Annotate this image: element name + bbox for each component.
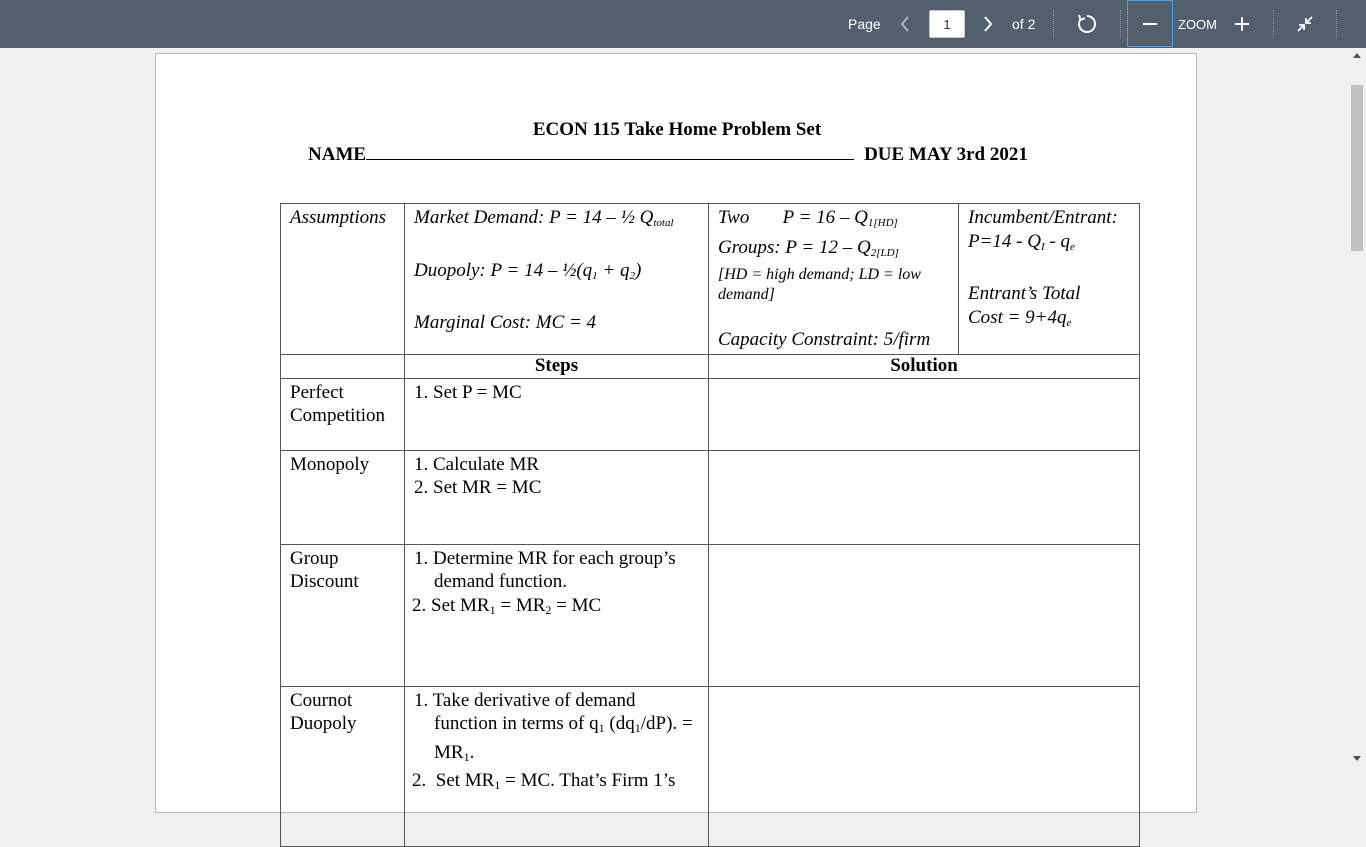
page-label: Page (848, 16, 881, 32)
steps-header: Steps (405, 354, 709, 378)
name-due-line (308, 143, 1028, 166)
assumptions-demand-cell (405, 204, 709, 355)
duopoly-demand: Duopoly: P = 14 – ½(q1 + q2) (414, 259, 642, 282)
rotate-button[interactable] (1073, 0, 1101, 48)
zoom-label: ZOOM (1178, 16, 1217, 32)
header-blank (281, 354, 405, 378)
rotate-icon (1076, 13, 1098, 35)
table-row (281, 544, 1140, 686)
assumptions-groups-cell (709, 204, 959, 355)
group-demand-ld: Groups: P = 12 – Q2[LD] (718, 236, 899, 259)
previous-page-button[interactable] (893, 0, 917, 48)
solution-cell[interactable] (709, 544, 1140, 686)
document-title: ECON 115 Take Home Problem Set (532, 119, 822, 140)
steps-cell: 1. Determine MR for each group’s demand function. 2. Set $MR_1 = MR_2$ = MC (405, 544, 709, 686)
table-row (281, 686, 1140, 846)
entrant-cost: Cost = 9+4qe (968, 306, 1072, 329)
solution-cell[interactable] (709, 450, 1140, 544)
toolbar-divider (1053, 10, 1054, 38)
marginal-cost: Marginal Cost: MC = 4 (414, 312, 597, 333)
plus-icon (1234, 16, 1250, 32)
row-label-monopoly: Monopoly (281, 450, 405, 544)
incumbent-demand: P=14 - QI - qe (968, 230, 1075, 253)
solution-cell[interactable] (709, 378, 1140, 450)
collapse-icon (1295, 14, 1315, 34)
groups-note: [HD = high demand; LD = low demand] (718, 266, 921, 303)
minus-icon (1142, 16, 1158, 32)
page-number-input[interactable] (929, 10, 965, 38)
exit-fullscreen-button[interactable] (1291, 0, 1319, 48)
assumptions-row (281, 204, 1140, 355)
steps-cell: 1. Take derivative of demand function in terms of $q_1$ $(dq_1/dP)$. = $MR_1$. 2. Set $MR_1$ = MC. That’s Firm 1’s (405, 686, 709, 846)
toolbar-divider (1273, 10, 1274, 38)
vertical-scrollbar[interactable] (1349, 48, 1366, 768)
zoom-out-button[interactable] (1127, 0, 1173, 47)
due-date: DUE MAY 3rd 2021 (864, 144, 1028, 165)
row-label-group-discount: Group Discount (281, 544, 405, 686)
assumptions-label: Assumptions (281, 204, 405, 355)
page-count: of 2 (1012, 16, 1036, 32)
name-label: NAME (308, 144, 367, 165)
steps-cell: 1. Set P = MC (405, 378, 709, 450)
problem-table (280, 203, 1140, 847)
chevron-right-icon (982, 15, 994, 33)
toolbar-divider (1336, 10, 1337, 38)
toolbar-divider (1120, 10, 1121, 38)
next-page-button[interactable] (976, 0, 1000, 48)
steps-cell: 1. Calculate MR 2. Set MR = MC (405, 450, 709, 544)
solution-cell[interactable] (709, 686, 1140, 846)
table-row (281, 378, 1140, 450)
assumptions-entrant-cell (959, 204, 1140, 355)
chevron-left-icon (899, 15, 911, 33)
row-label-perfect-competition: Perfect Competition (281, 378, 405, 450)
market-demand: Market Demand: P = 14 – ½ Qtotal (414, 207, 674, 229)
name-blank (366, 143, 854, 160)
document-page (155, 53, 1197, 813)
solution-header: Solution (709, 354, 1140, 378)
scroll-down-arrow-icon[interactable] (1353, 756, 1361, 761)
scroll-up-arrow-icon[interactable] (1353, 53, 1361, 58)
capacity-constraint: Capacity Constraint: 5/firm (718, 329, 931, 350)
group-demand-hd: Two P = 16 – Q1[HD] (718, 207, 898, 229)
incumbent-label: Incumbent/Entrant: (968, 207, 1118, 228)
pdf-toolbar (0, 0, 1366, 48)
header-row (281, 354, 1140, 378)
entrant-cost-label: Entrant’s Total (968, 283, 1081, 304)
zoom-in-button[interactable] (1229, 0, 1255, 48)
table-row (281, 450, 1140, 544)
scroll-thumb[interactable] (1351, 85, 1363, 251)
row-label-cournot-duopoly: Cournot Duopoly (281, 686, 405, 846)
